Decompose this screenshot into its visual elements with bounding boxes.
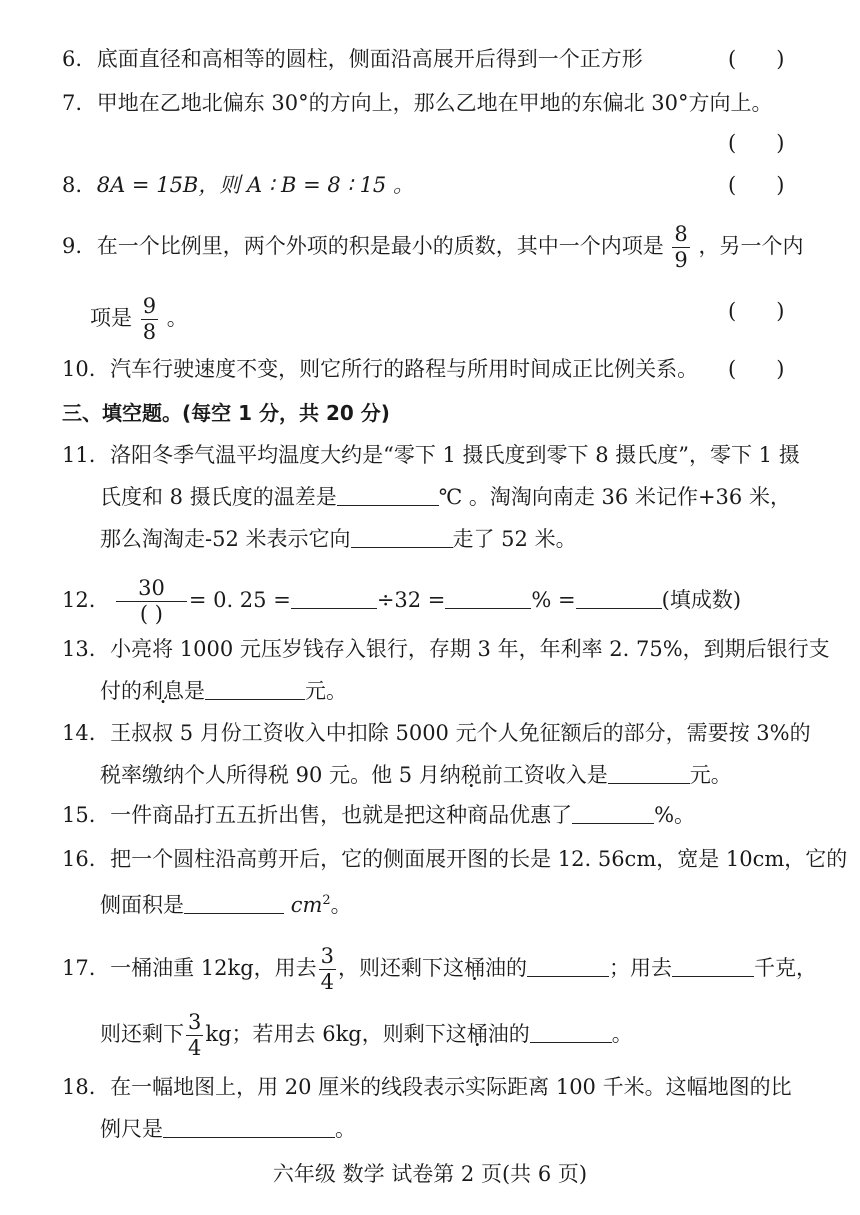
- q17-line-2d: 。: [611, 1022, 633, 1046]
- q13-emphasis: 利息: [142, 679, 184, 703]
- question-12: [62, 578, 741, 625]
- q17-blank-2[interactable]: [672, 954, 754, 977]
- q12-number: 12.: [62, 588, 96, 612]
- q12-note: (填成数): [661, 588, 742, 612]
- q17-text-c: 的: [506, 956, 528, 980]
- question-16-line-2: [100, 886, 352, 920]
- question-14: [62, 718, 811, 748]
- q7-answer-paren: ( ): [728, 131, 785, 155]
- q18-line-2a: 例尺是: [100, 1117, 163, 1141]
- q17-fraction-2: [186, 1012, 203, 1059]
- q14-line-2b: 工资收入是: [502, 763, 608, 787]
- q9-text-2: ，另一个内: [698, 234, 804, 258]
- q12-percent: % =: [531, 588, 576, 612]
- question-16: [62, 844, 847, 874]
- q12-divide: ÷32 =: [376, 588, 446, 612]
- question-17: [62, 946, 817, 993]
- q8-number: 8.: [62, 173, 83, 197]
- q9-answer-paren: ( ): [728, 299, 785, 323]
- q9-text-1: 在一个比例里，两个外项的积是最小的质数，其中一个内项是: [96, 234, 664, 258]
- q17-number: 17.: [62, 956, 96, 980]
- question-6: [62, 44, 643, 74]
- q17-emphasis-1: 这桶油: [443, 956, 507, 980]
- question-10: [62, 354, 698, 384]
- q10-number: 10.: [62, 357, 96, 381]
- q18-blank[interactable]: [163, 1115, 335, 1138]
- q17-text-e: 千克，: [754, 956, 818, 980]
- q10-answer-paren: ( ): [728, 357, 785, 381]
- q17-frac2-denominator: 4: [188, 1036, 202, 1060]
- q11-line-1: 洛阳冬季气温平均温度大约是“零下 1 摄氏度到零下 8 摄氏度”，零下 1 摄: [110, 443, 800, 467]
- q17-frac1-denominator: 4: [320, 970, 335, 994]
- q6-number: 6.: [62, 47, 83, 71]
- q17-text-d: ；用去: [609, 956, 673, 980]
- q7-number: 7.: [62, 91, 83, 115]
- q15-suffix: %。: [654, 803, 696, 827]
- question-11-line-2: [100, 482, 791, 512]
- q13-line-2c: 元。: [305, 679, 347, 703]
- question-17-line-2: [100, 1012, 633, 1059]
- question-11-line-3: [100, 524, 577, 554]
- q18-line-2b: 。: [335, 1117, 356, 1141]
- q8-answer-paren: ( ): [728, 173, 785, 197]
- q17-line-2c: 的: [508, 1022, 530, 1046]
- q15-blank[interactable]: [572, 801, 654, 824]
- q9-frac1-numerator: 8: [674, 222, 688, 246]
- q9-frac2-numerator: 9: [142, 294, 157, 318]
- q11-number: 11.: [62, 443, 96, 467]
- q7-text: 甲地在乙地北偏东 30°的方向上，那么乙地在甲地的东偏北 30°方向上。: [96, 91, 773, 115]
- q13-line-2a: 付的: [100, 679, 142, 703]
- q16-line-2a: 侧面积是: [100, 893, 184, 917]
- q14-emphasis: 纳税前: [439, 763, 503, 787]
- q16-number: 16.: [62, 847, 96, 871]
- q9-text-3: 项是: [90, 306, 132, 330]
- question-9-line-2: [90, 296, 188, 343]
- question-8: [62, 170, 414, 200]
- q11-blank-2[interactable]: [351, 525, 453, 548]
- section-3-heading: 三、填空题。(每空 1 分，共 20 分): [62, 401, 390, 425]
- q17-frac2-numerator: 3: [188, 1010, 202, 1034]
- q11-line-3a: 那么淘淘走-52 米表示它向: [100, 527, 351, 551]
- q18-number: 18.: [62, 1075, 96, 1099]
- q14-number: 14.: [62, 721, 96, 745]
- q10-text: 汽车行驶速度不变，则它所行的路程与所用时间成正比例关系。: [110, 357, 699, 381]
- q16-unit: cm: [290, 893, 323, 917]
- page-footer: 六年级 数学 试卷第 2 页(共 6 页): [272, 1162, 588, 1186]
- q12-blank-3[interactable]: [576, 586, 662, 609]
- question-9: [62, 224, 803, 271]
- question-13-line-2: [100, 676, 347, 706]
- q15-number: 15.: [62, 803, 96, 827]
- q12-equals-1: = 0. 25 =: [188, 588, 291, 612]
- q13-blank[interactable]: [205, 677, 305, 700]
- question-14-line-2: [100, 760, 732, 790]
- q9-text-4: 。: [166, 306, 188, 330]
- q13-line-1: 小亮将 1000 元压岁钱存入银行，存期 3 年，年利率 2. 75%，到期后银行支: [110, 637, 830, 661]
- q11-blank-1[interactable]: [337, 483, 439, 506]
- q13-line-2b: 是: [184, 679, 205, 703]
- q13-number: 13.: [62, 637, 96, 661]
- q17-fraction-1: [319, 946, 336, 993]
- q16-line-1: 把一个圆柱沿高剪开后，它的侧面展开图的长是 12. 56cm，宽是 10cm，它的: [110, 847, 848, 871]
- q9-frac1-denominator: 9: [674, 248, 688, 272]
- q9-fraction-1: [672, 224, 689, 271]
- q17-text-a: 一桶油重 12kg，用去: [110, 956, 317, 980]
- q12-blank-1[interactable]: [291, 586, 377, 609]
- question-11: [62, 440, 800, 470]
- q12-blank-2[interactable]: [445, 586, 531, 609]
- q9-number: 9.: [62, 234, 83, 258]
- question-15: [62, 800, 695, 830]
- question-18-line-2: [100, 1114, 356, 1144]
- q17-line-2b: kg；若用去 6kg，则剩下: [205, 1022, 446, 1046]
- q12-numerator: 30: [116, 578, 187, 602]
- q17-blank-3[interactable]: [530, 1020, 612, 1043]
- q18-line-1: 在一幅地图上，用 20 厘米的线段表示实际距离 100 千米。这幅地图的比: [110, 1075, 792, 1099]
- q6-text: 底面直径和高相等的圆柱，侧面沿高展开后得到一个正方形: [96, 47, 643, 71]
- q12-fraction: [116, 578, 187, 625]
- q14-line-2a: 税率缴纳个人所得税 90 元。他 5 月: [100, 763, 440, 787]
- q11-line-2a: 氏度和 8 摄氏度的温差是: [100, 485, 337, 509]
- q9-fraction-2: [141, 296, 158, 343]
- q11-line-2b: ℃ 。淘淘向南走 36 米记作+36 米，: [438, 485, 791, 509]
- q6-answer-paren: ( ): [728, 47, 785, 71]
- q17-text-b: ，则还剩下: [338, 956, 444, 980]
- q9-frac2-denominator: 8: [142, 320, 157, 344]
- q17-blank-1[interactable]: [527, 954, 609, 977]
- q15-text: 一件商品打五五折出售，也就是把这种商品优惠了: [110, 803, 573, 827]
- question-18: [62, 1072, 792, 1102]
- q12-denominator-blank[interactable]: ( ): [139, 602, 163, 626]
- q17-line-2a: 则还剩下: [100, 1022, 184, 1046]
- q16-unit-exponent: 2: [322, 893, 331, 908]
- q17-frac1-numerator: 3: [320, 944, 335, 968]
- q14-line-2c: 元。: [689, 763, 732, 787]
- q14-blank[interactable]: [608, 761, 690, 784]
- q14-line-1: 王叔叔 5 月份工资收入中扣除 5000 元个人免征额后的部分，需要按 3%的: [110, 721, 811, 745]
- q16-blank[interactable]: [184, 891, 284, 914]
- q8-text: 8A = 15B，则 A ∶ B = 8 ∶ 15 。: [96, 173, 414, 197]
- question-7: [62, 88, 773, 118]
- q16-line-2c: 。: [330, 893, 352, 917]
- q17-emphasis-2: 这桶油: [445, 1022, 509, 1046]
- question-13: [62, 634, 830, 664]
- q11-line-3b: 走了 52 米。: [452, 527, 577, 551]
